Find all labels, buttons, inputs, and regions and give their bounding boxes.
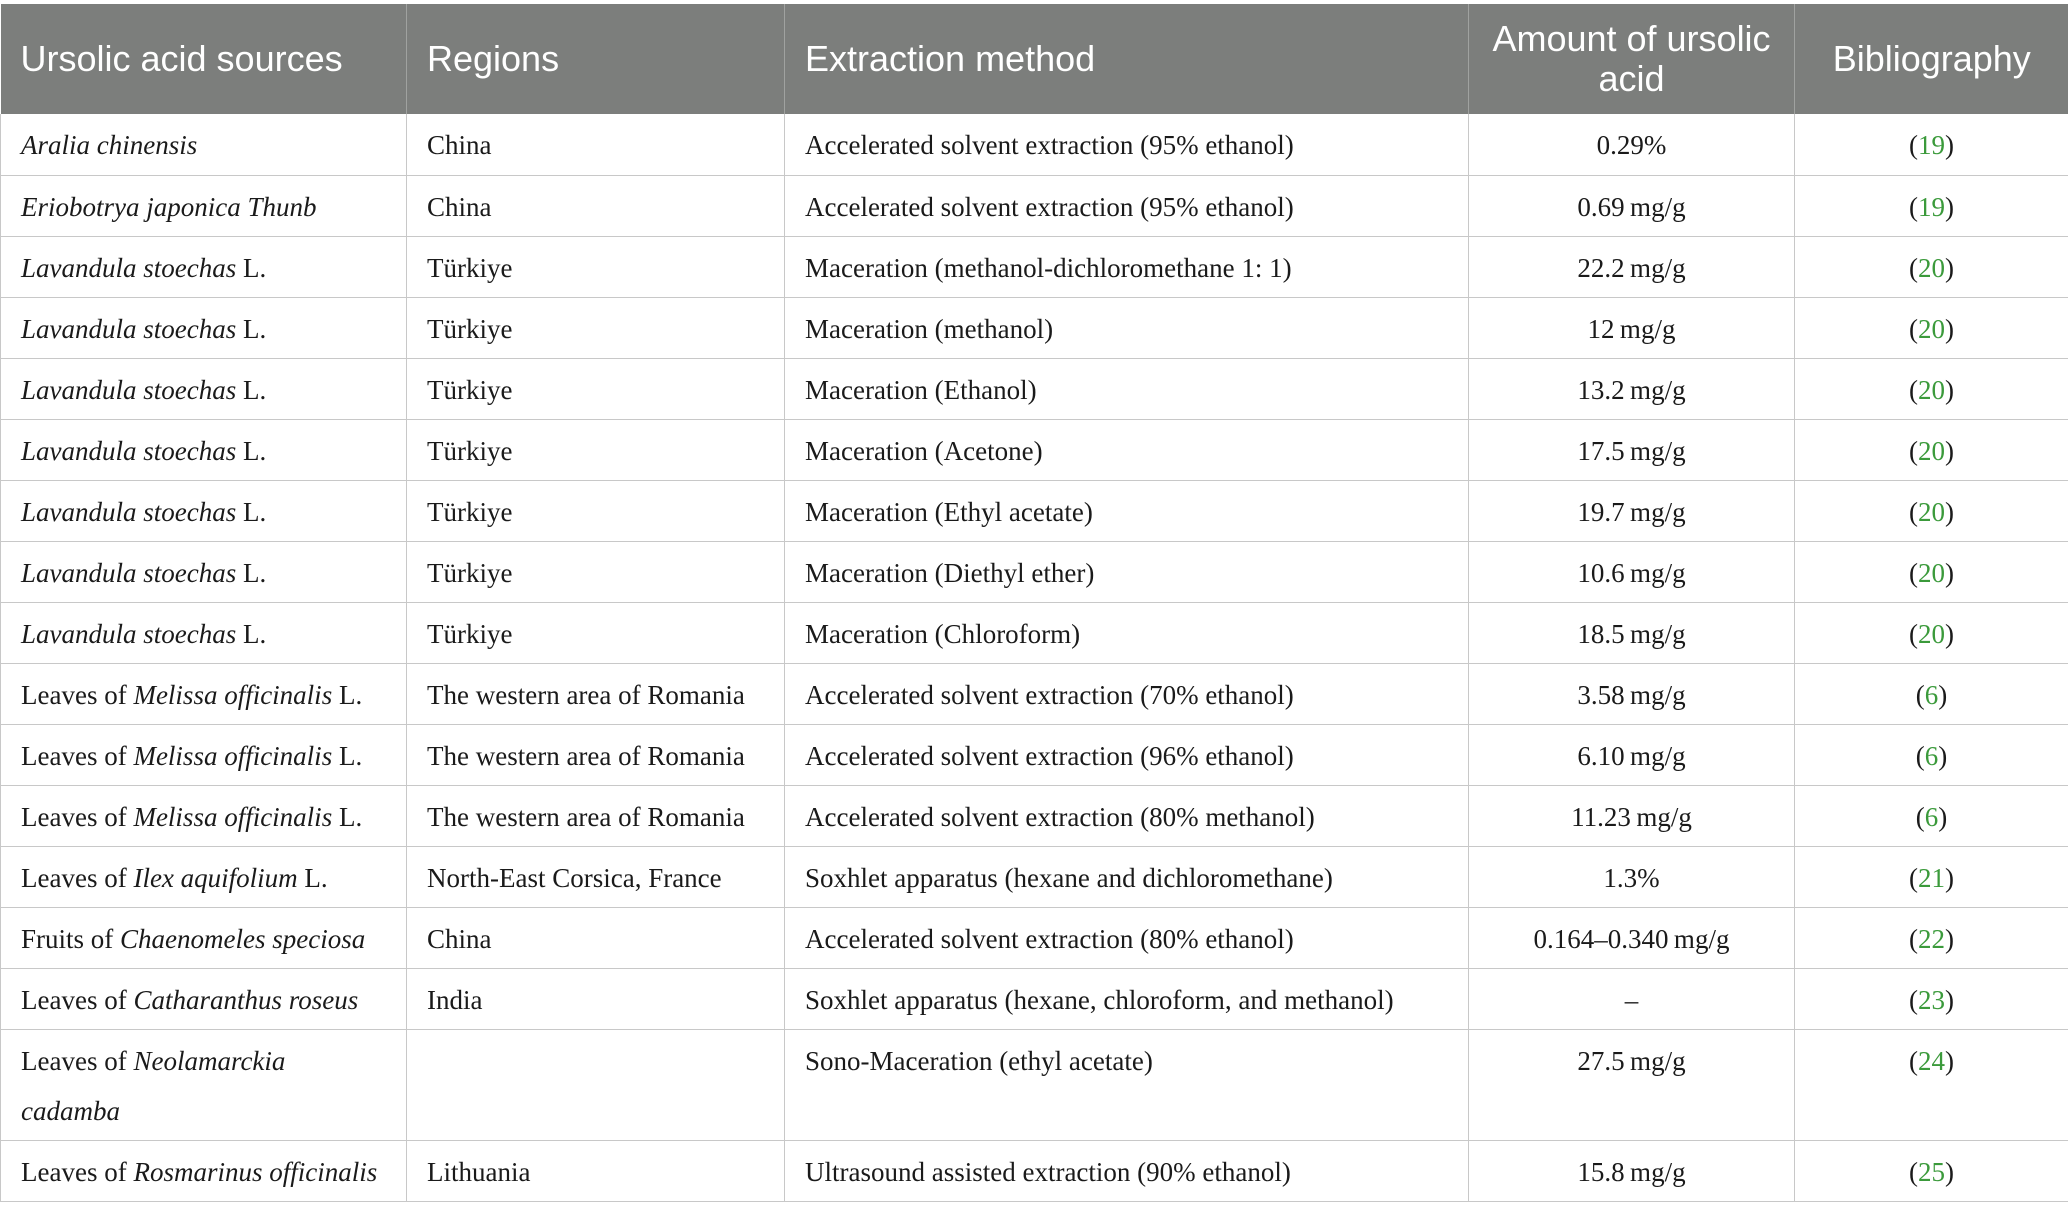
paren-open: ( — [1909, 984, 1918, 1015]
source-prefix: Leaves of — [21, 801, 134, 832]
table-row — [1, 846, 2068, 907]
cell-amount: 19.7 mg/g — [1469, 480, 1795, 541]
paren-open: ( — [1909, 252, 1918, 283]
paren-close: ) — [1938, 740, 1948, 771]
cell-extraction-method: Maceration (Diethyl ether) — [785, 541, 1469, 602]
cell-bibliography — [1795, 114, 2068, 175]
cell-source — [1, 846, 407, 907]
header-extraction-method: Extraction method — [785, 4, 1469, 114]
source-species: Rosmarinus officinalis — [133, 1156, 378, 1187]
paren-close: ) — [1938, 679, 1948, 710]
cell-source — [1, 785, 407, 846]
cell-region — [407, 1029, 785, 1140]
table-row — [1, 1029, 2068, 1140]
source-suffix: L. — [236, 618, 267, 649]
table-row — [1, 724, 2068, 785]
cell-region: Türkiye — [407, 358, 785, 419]
cell-source — [1, 297, 407, 358]
cell-amount: 10.6 mg/g — [1469, 541, 1795, 602]
source-species: Aralia chinensis — [21, 130, 198, 160]
cell-region: North-East Corsica, France — [407, 846, 785, 907]
cell-amount: 3.58 mg/g — [1469, 663, 1795, 724]
source-species: Lavandula stoechas — [21, 435, 237, 466]
paren-close: ) — [1945, 374, 1954, 405]
source-species: Catharanthus roseus — [133, 984, 359, 1015]
cell-region: Türkiye — [407, 602, 785, 663]
reference-link[interactable]: 21 — [1918, 862, 1945, 893]
table-row — [1, 1140, 2068, 1201]
cell-bibliography — [1795, 846, 2068, 907]
source-species: Lavandula stoechas — [21, 618, 237, 649]
reference-link[interactable]: 20 — [1918, 252, 1945, 283]
paren-close: ) — [1945, 130, 1954, 160]
cell-amount: 1.3% — [1469, 846, 1795, 907]
cell-bibliography — [1795, 785, 2068, 846]
cell-bibliography — [1795, 175, 2068, 236]
cell-source — [1, 1140, 407, 1201]
reference-link[interactable]: 20 — [1918, 435, 1945, 466]
source-species: Eriobotrya japonica Thunb — [21, 191, 317, 222]
reference-link[interactable]: 20 — [1918, 374, 1945, 405]
paren-open: ( — [1909, 1045, 1918, 1076]
source-species: Lavandula stoechas — [21, 374, 237, 405]
cell-amount: 0.69 mg/g — [1469, 175, 1795, 236]
source-prefix: Fruits of — [21, 923, 121, 954]
cell-source — [1, 907, 407, 968]
cell-source — [1, 175, 407, 236]
table-row — [1, 907, 2068, 968]
cell-bibliography — [1795, 663, 2068, 724]
cell-region: The western area of Romania — [407, 663, 785, 724]
cell-region: China — [407, 114, 785, 175]
paren-open: ( — [1915, 801, 1925, 832]
source-species: Chaenomeles speciosa — [120, 923, 366, 954]
cell-region: The western area of Romania — [407, 785, 785, 846]
table-row — [1, 968, 2068, 1029]
cell-region: Lithuania — [407, 1140, 785, 1201]
source-species: Lavandula stoechas — [21, 313, 237, 344]
source-suffix: L. — [236, 252, 267, 283]
reference-link[interactable]: 24 — [1918, 1045, 1945, 1076]
table-row — [1, 175, 2068, 236]
cell-amount: – — [1469, 968, 1795, 1029]
cell-source — [1, 663, 407, 724]
reference-link[interactable]: 19 — [1918, 130, 1945, 160]
reference-link[interactable]: 19 — [1918, 191, 1945, 222]
cell-source — [1, 968, 407, 1029]
cell-amount: 12 mg/g — [1469, 297, 1795, 358]
paren-close: ) — [1945, 557, 1954, 588]
cell-source — [1, 114, 407, 175]
source-suffix: L. — [236, 374, 267, 405]
cell-bibliography — [1795, 419, 2068, 480]
source-species: Neolamarckia cadamba — [21, 1045, 286, 1126]
source-suffix: L. — [236, 435, 267, 466]
cell-extraction-method: Maceration (methanol) — [785, 297, 1469, 358]
reference-link[interactable]: 6 — [1924, 801, 1939, 832]
cell-region: The western area of Romania — [407, 724, 785, 785]
paren-open: ( — [1909, 923, 1918, 954]
paren-open: ( — [1909, 130, 1918, 160]
paren-open: ( — [1909, 618, 1918, 649]
paren-close: ) — [1945, 984, 1954, 1015]
cell-amount: 15.8 mg/g — [1469, 1140, 1795, 1201]
source-species: Melissa officinalis — [133, 740, 333, 771]
header-sources: Ursolic acid sources — [1, 4, 407, 114]
paren-close: ) — [1945, 496, 1954, 527]
paren-open: ( — [1909, 191, 1918, 222]
reference-link[interactable]: 20 — [1918, 496, 1945, 527]
table-row — [1, 236, 2068, 297]
paren-close: ) — [1945, 313, 1954, 344]
cell-bibliography — [1795, 358, 2068, 419]
cell-bibliography — [1795, 236, 2068, 297]
table-row — [1, 358, 2068, 419]
reference-link[interactable]: 22 — [1918, 923, 1945, 954]
source-species: Melissa officinalis — [133, 801, 333, 832]
table-row — [1, 419, 2068, 480]
cell-extraction-method: Soxhlet apparatus (hexane, chloroform, and methanol) — [785, 968, 1469, 1029]
cell-amount: 17.5 mg/g — [1469, 419, 1795, 480]
reference-link[interactable]: 6 — [1924, 679, 1939, 710]
table-row — [1, 297, 2068, 358]
table-row — [1, 785, 2068, 846]
header-bibliography: Bibliography — [1795, 4, 2068, 114]
paren-close: ) — [1945, 862, 1954, 893]
cell-bibliography — [1795, 907, 2068, 968]
cell-extraction-method: Maceration (methanol-dichloromethane 1: 1) — [785, 236, 1469, 297]
cell-amount: 13.2 mg/g — [1469, 358, 1795, 419]
cell-amount: 0.29% — [1469, 114, 1795, 175]
cell-region: China — [407, 175, 785, 236]
cell-amount: 0.164–0.340 mg/g — [1469, 907, 1795, 968]
cell-amount: 11.23 mg/g — [1469, 785, 1795, 846]
cell-amount: 22.2 mg/g — [1469, 236, 1795, 297]
paren-open: ( — [1909, 313, 1918, 344]
paren-close: ) — [1945, 435, 1954, 466]
cell-extraction-method: Ultrasound assisted extraction (90% ethanol) — [785, 1140, 1469, 1201]
table-row — [1, 602, 2068, 663]
paren-open: ( — [1915, 679, 1925, 710]
table-row — [1, 541, 2068, 602]
cell-amount: 6.10 mg/g — [1469, 724, 1795, 785]
source-suffix: L. — [236, 557, 267, 588]
paren-open: ( — [1909, 496, 1918, 527]
source-suffix: L. — [236, 496, 267, 527]
source-prefix: Leaves of — [21, 862, 134, 893]
cell-source — [1, 541, 407, 602]
cell-region: India — [407, 968, 785, 1029]
table-row — [1, 114, 2068, 175]
table-row — [1, 480, 2068, 541]
cell-extraction-method: Accelerated solvent extraction (80% ethanol) — [785, 907, 1469, 968]
source-prefix: Leaves of — [21, 740, 134, 771]
cell-bibliography — [1795, 541, 2068, 602]
paren-close: ) — [1938, 801, 1948, 832]
cell-extraction-method: Sono-Maceration (ethyl acetate) — [785, 1029, 1469, 1140]
cell-bibliography — [1795, 1140, 2068, 1201]
source-suffix: L. — [297, 862, 328, 893]
cell-extraction-method: Maceration (Chloroform) — [785, 602, 1469, 663]
source-species: Lavandula stoechas — [21, 496, 237, 527]
paren-open: ( — [1909, 374, 1918, 405]
reference-link[interactable]: 6 — [1924, 740, 1939, 771]
cell-extraction-method: Accelerated solvent extraction (95% ethanol) — [785, 175, 1469, 236]
cell-bibliography — [1795, 724, 2068, 785]
paren-close: ) — [1945, 923, 1954, 954]
paren-open: ( — [1909, 557, 1918, 588]
cell-extraction-method: Accelerated solvent extraction (95% ethanol) — [785, 114, 1469, 175]
table-header-row — [1, 4, 2068, 114]
source-prefix: Leaves of — [21, 984, 134, 1015]
source-species: Lavandula stoechas — [21, 557, 237, 588]
source-suffix: L. — [332, 801, 363, 832]
paren-close: ) — [1945, 618, 1954, 649]
reference-link[interactable]: 23 — [1918, 984, 1945, 1015]
source-prefix: Leaves of — [21, 1045, 134, 1076]
paren-open: ( — [1915, 740, 1925, 771]
source-species: Melissa officinalis — [133, 679, 333, 710]
cell-source — [1, 236, 407, 297]
paren-open: ( — [1909, 862, 1918, 893]
cell-region: Türkiye — [407, 480, 785, 541]
reference-link[interactable]: 20 — [1918, 618, 1945, 649]
cell-extraction-method: Maceration (Acetone) — [785, 419, 1469, 480]
paren-close: ) — [1945, 191, 1954, 222]
paren-open: ( — [1909, 1156, 1918, 1187]
cell-region: Türkiye — [407, 541, 785, 602]
cell-bibliography — [1795, 602, 2068, 663]
cell-region: Türkiye — [407, 236, 785, 297]
source-prefix: Leaves of — [21, 679, 134, 710]
cell-extraction-method: Maceration (Ethyl acetate) — [785, 480, 1469, 541]
cell-bibliography — [1795, 1029, 2068, 1140]
cell-extraction-method: Accelerated solvent extraction (96% ethanol) — [785, 724, 1469, 785]
table-body — [1, 114, 2068, 1201]
source-species: Lavandula stoechas — [21, 252, 237, 283]
header-regions: Regions — [407, 4, 785, 114]
cell-amount: 27.5 mg/g — [1469, 1029, 1795, 1140]
reference-link[interactable]: 20 — [1918, 557, 1945, 588]
table-row — [1, 663, 2068, 724]
source-suffix: L. — [236, 313, 267, 344]
header-amount: Amount of ursolic acid — [1469, 4, 1795, 114]
paren-close: ) — [1945, 252, 1954, 283]
cell-source — [1, 358, 407, 419]
source-prefix: Leaves of — [21, 1156, 134, 1187]
cell-extraction-method: Accelerated solvent extraction (80% methanol) — [785, 785, 1469, 846]
cell-region: Türkiye — [407, 419, 785, 480]
cell-amount: 18.5 mg/g — [1469, 602, 1795, 663]
paren-close: ) — [1945, 1045, 1954, 1076]
cell-extraction-method: Accelerated solvent extraction (70% ethanol) — [785, 663, 1469, 724]
cell-extraction-method: Maceration (Ethanol) — [785, 358, 1469, 419]
cell-extraction-method: Soxhlet apparatus (hexane and dichloromethane) — [785, 846, 1469, 907]
source-species: Ilex aquifolium — [133, 862, 298, 893]
ursolic-acid-table — [0, 4, 2068, 1202]
reference-link[interactable]: 20 — [1918, 313, 1945, 344]
cell-bibliography — [1795, 480, 2068, 541]
cell-source — [1, 419, 407, 480]
cell-region: Türkiye — [407, 297, 785, 358]
paren-open: ( — [1909, 435, 1918, 466]
cell-region: China — [407, 907, 785, 968]
source-suffix: L. — [332, 679, 363, 710]
cell-bibliography — [1795, 968, 2068, 1029]
paren-close: ) — [1945, 1156, 1954, 1187]
cell-source — [1, 602, 407, 663]
cell-source — [1, 1029, 407, 1140]
cell-bibliography — [1795, 297, 2068, 358]
cell-source — [1, 480, 407, 541]
source-suffix: L. — [332, 740, 363, 771]
reference-link[interactable]: 25 — [1918, 1156, 1945, 1187]
cell-source — [1, 724, 407, 785]
